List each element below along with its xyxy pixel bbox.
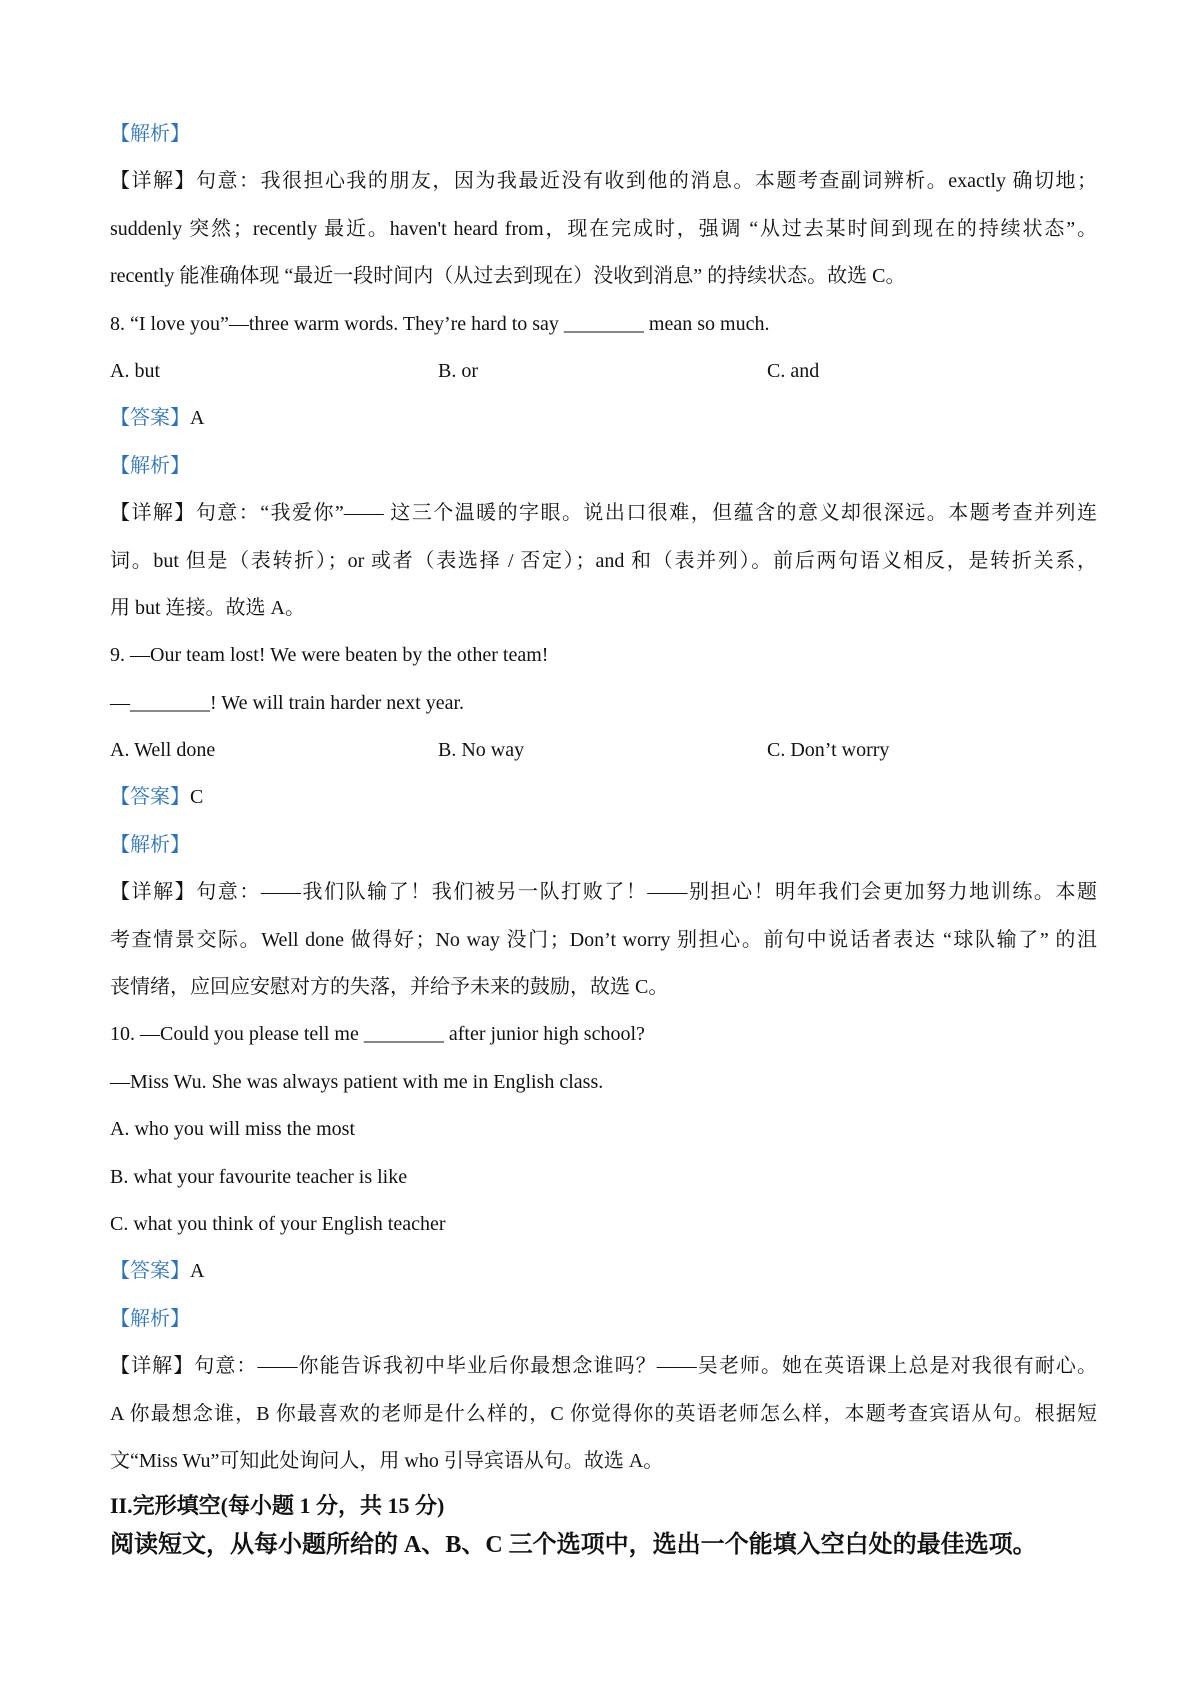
q7-detail-line-1: 【详解】句意：我很担心我的朋友，因为我最近没有收到他的消息。本题考查副词辨析。exactly 确切地； <box>110 170 1097 193</box>
q8-detail-line-2: 词。but 但是（表转折）；or 或者（表选择 / 否定）；and 和（表并列）。前后两句语义相反，是转折关系， <box>110 549 1097 572</box>
q10-stem-line-2: —Miss Wu. She was always patient with me in English class. <box>110 1070 604 1093</box>
q8-answer-label: 【答案】 <box>110 407 190 430</box>
q9-answer-label: 【答案】 <box>110 786 190 809</box>
q9-detail-line-2: 考查情景交际。Well done 做得好；No way 没门；Don’t worry 别担心。前句中说话者表达 “球队输了” 的沮 <box>110 928 1097 951</box>
q9-option-b: B. No way <box>438 739 525 762</box>
q8-option-a: A. but <box>110 359 160 382</box>
q10-analysis-label: 【解析】 <box>110 1307 190 1330</box>
q7-detail-line-3: recently 能准确体现 “最近一段时间内（从过去到现在）没收到消息” 的持续状态。故选 C。 <box>110 265 906 288</box>
q10-detail-line-2: A 你最想念谁，B 你最喜欢的老师是什么样的，C 你觉得你的英语老师怎么样，本题考查宾语从句。根据短 <box>110 1402 1097 1425</box>
q10-answer-label: 【答案】 <box>110 1260 190 1283</box>
q8-options-row <box>110 348 1097 395</box>
q9-analysis-label: 【解析】 <box>110 833 190 856</box>
q9-stem-line-2: —________! We will train harder next year. <box>110 691 465 714</box>
q7-detail-line-2: suddenly 突然；recently 最近。haven't heard from，现在完成时，强调 “从过去某时间到现在的持续状态”。 <box>110 217 1097 240</box>
q10-answer-value: A <box>190 1260 205 1283</box>
q10-option-a: A. who you will miss the most <box>110 1118 356 1141</box>
q8-detail-line-3: 用 but 连接。故选 A。 <box>110 596 305 619</box>
q8-analysis-row <box>110 443 1097 490</box>
q9-analysis-row <box>110 822 1097 869</box>
q9-detail-line-3: 丧情绪，应回应安慰对方的失落，并给予未来的鼓励，故选 C。 <box>110 976 669 999</box>
q8-option-c: C. and <box>767 359 820 382</box>
q8-answer-value: A <box>190 407 205 430</box>
section-instruction: 阅读短文，从每小题所给的 A、B、C 三个选项中，选出一个能填入空白处的最佳选项。 <box>110 1532 1037 1559</box>
q10-analysis-row <box>110 1296 1097 1343</box>
page-content <box>110 111 1097 1563</box>
q10-detail-line-3: 文“Miss Wu”可知此处询问人，用 who 引导宾语从句。故选 A。 <box>110 1449 664 1472</box>
q9-answer-row <box>110 774 1097 821</box>
q7-analysis-row <box>110 111 1097 158</box>
q9-detail-line-1: 【详解】句意：——我们队输了！我们被另一队打败了！——别担心！明年我们会更加努力地训练。本题 <box>110 881 1097 904</box>
q10-answer-row <box>110 1248 1097 1295</box>
q10-detail-line-1: 【详解】句意：——你能告诉我初中毕业后你最想念谁吗？——吴老师。她在英语课上总是对我很有耐心。 <box>110 1355 1097 1378</box>
q8-stem: 8. “I love you”—three warm words. They’re hard to say ________ mean so much. <box>110 312 770 335</box>
q9-stem-line-1: 9. —Our team lost! We were beaten by the other team! <box>110 644 549 667</box>
section-title: II.完形填空(每小题 1 分，共 15 分) <box>110 1493 445 1519</box>
q9-option-a: A. Well done <box>110 739 216 762</box>
q9-options-row <box>110 727 1097 774</box>
q10-stem-line-1: 10. —Could you please tell me ________ after junior high school? <box>110 1023 645 1046</box>
q10-option-c: C. what you think of your English teacher <box>110 1212 446 1235</box>
q8-analysis-label: 【解析】 <box>110 454 190 477</box>
q9-answer-value: C <box>190 786 204 809</box>
q8-option-b: B. or <box>438 359 478 382</box>
q10-option-b: B. what your favourite teacher is like <box>110 1165 408 1188</box>
q8-answer-row <box>110 395 1097 442</box>
q9-option-c: C. Don’t worry <box>767 739 890 762</box>
q7-analysis-label: 【解析】 <box>110 123 190 145</box>
q8-detail-line-1: 【详解】句意：“我爱你”—— 这三个温暖的字眼。说出口很难，但蕴含的意义却很深远。本题考查并列连 <box>110 502 1097 525</box>
